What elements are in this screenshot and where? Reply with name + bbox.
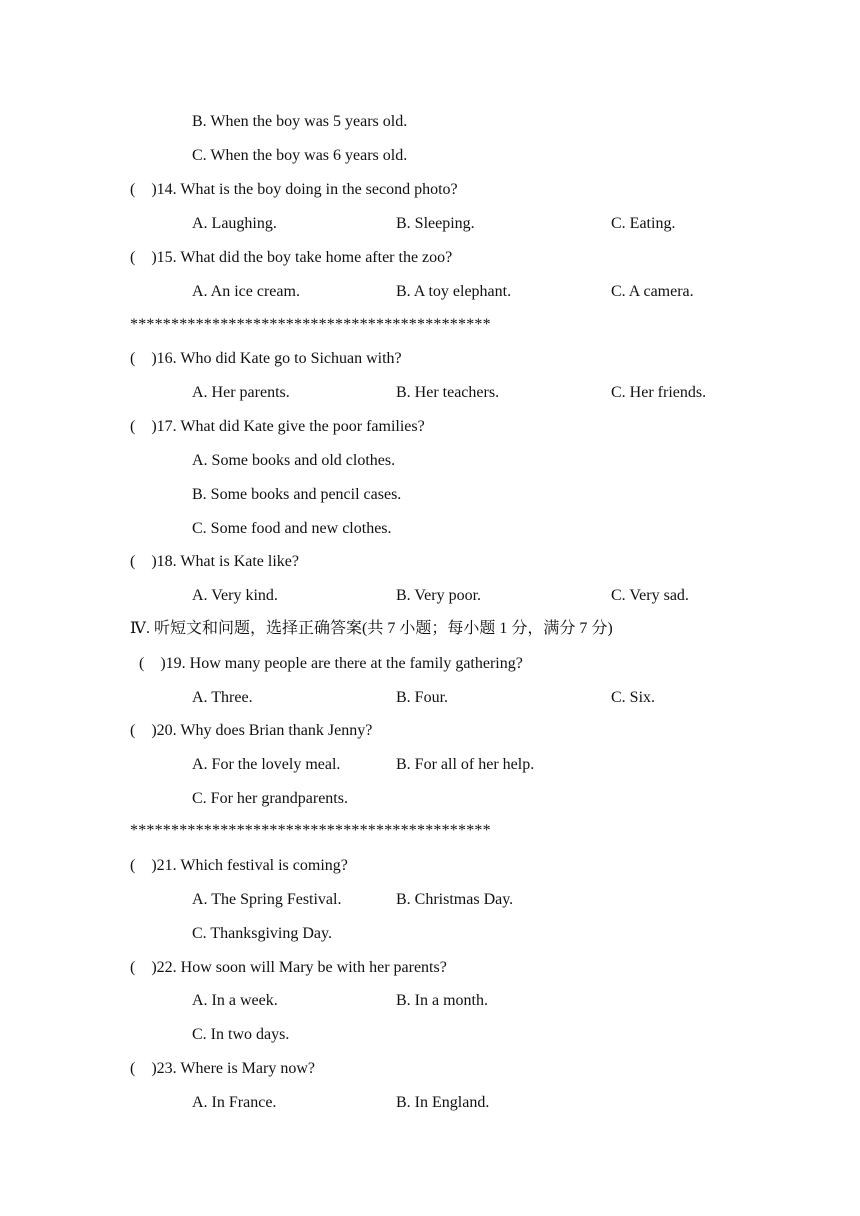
question-21: ( )21. Which festival is coming? <box>130 857 348 874</box>
option-20-a: A. For the lovely meal. <box>192 756 341 773</box>
option-16-c: C. Her friends. <box>611 384 707 401</box>
option-22-a: A. In a week. <box>192 992 278 1009</box>
option-16-a: A. Her parents. <box>192 384 290 401</box>
option-19-a: A. Three. <box>192 689 253 706</box>
option-18-b: B. Very poor. <box>396 587 482 604</box>
question-18: ( )18. What is Kate like? <box>130 553 299 570</box>
option-13-b: B. When the boy was 5 years old. <box>192 113 408 130</box>
option-14-a: A. Laughing. <box>192 215 277 232</box>
option-21-b: B. Christmas Day. <box>396 891 514 908</box>
option-21-a: A. The Spring Festival. <box>192 891 342 908</box>
option-22-b: B. In a month. <box>396 992 488 1009</box>
option-19-b: B. Four. <box>396 689 449 706</box>
question-14: ( )14. What is the boy doing in the second photo? <box>130 181 458 198</box>
option-20-c: C. For her grandparents. <box>192 790 348 807</box>
option-15-b: B. A toy elephant. <box>396 283 512 300</box>
separator-2: ******************************************** <box>130 822 491 839</box>
option-14-c: C. Eating. <box>611 215 676 232</box>
option-18-c: C. Very sad. <box>611 587 689 604</box>
question-15: ( )15. What did the boy take home after the zoo? <box>130 249 453 266</box>
option-15-a: A. An ice cream. <box>192 283 300 300</box>
question-20: ( )20. Why does Brian thank Jenny? <box>130 722 373 739</box>
option-17-c: C. Some food and new clothes. <box>192 520 392 537</box>
option-15-c: C. A camera. <box>611 283 694 300</box>
option-23-b: B. In England. <box>396 1094 490 1111</box>
option-18-a: A. Very kind. <box>192 587 278 604</box>
option-17-b: B. Some books and pencil cases. <box>192 486 402 503</box>
option-14-b: B. Sleeping. <box>396 215 475 232</box>
option-16-b: B. Her teachers. <box>396 384 500 401</box>
option-23-a: A. In France. <box>192 1094 277 1111</box>
question-19: ( )19. How many people are there at the family gathering? <box>139 655 523 672</box>
option-13-c: C. When the boy was 6 years old. <box>192 147 408 164</box>
option-22-c: C. In two days. <box>192 1026 290 1043</box>
question-17: ( )17. What did Kate give the poor families? <box>130 418 425 435</box>
option-19-c: C. Six. <box>611 689 656 706</box>
option-20-b: B. For all of her help. <box>396 756 535 773</box>
separator-1: ******************************************** <box>130 316 491 333</box>
question-22: ( )22. How soon will Mary be with her parents? <box>130 959 447 976</box>
section-heading-4: Ⅳ. 听短文和问题，选择正确答案(共 7 小题；每小题 1 分，满分 7 分) <box>130 620 613 637</box>
question-23: ( )23. Where is Mary now? <box>130 1060 315 1077</box>
option-21-c: C. Thanksgiving Day. <box>192 925 332 942</box>
option-17-a: A. Some books and old clothes. <box>192 452 396 469</box>
question-16: ( )16. Who did Kate go to Sichuan with? <box>130 350 402 367</box>
